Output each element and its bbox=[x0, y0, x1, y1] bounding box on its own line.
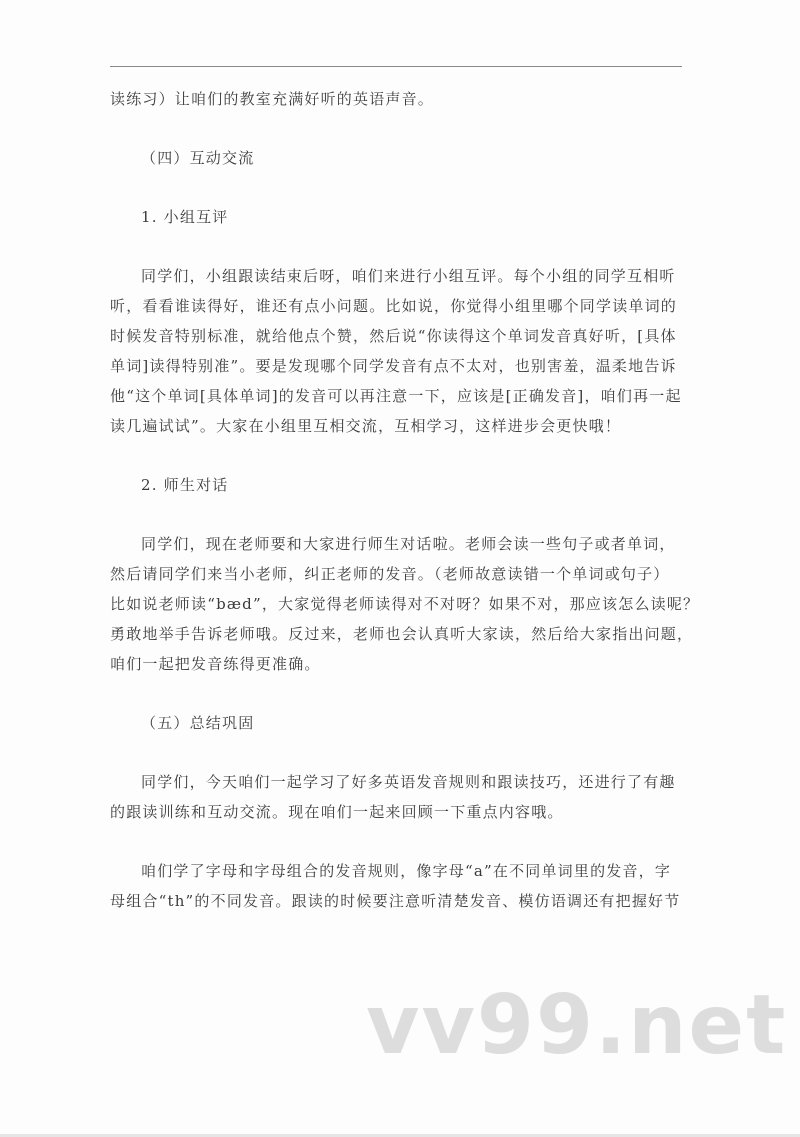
paragraph-line: 读练习）让咱们的教室充满好听的英语声音。 bbox=[110, 90, 435, 108]
section-heading-interaction: （四）互动交流 bbox=[141, 149, 255, 167]
paragraph-line: 母组合“th”的不同发音。跟读的时候要注意听清楚发音、模仿语调还有把握好节 bbox=[110, 892, 681, 910]
subheading-teacher-dialogue: 2. 师生对话 bbox=[141, 476, 229, 494]
paragraph-line: 时候发音特别标准，就给他点个赞，然后说“你读得这个单词发音真好听，[具体 bbox=[110, 327, 677, 345]
paragraph-line: 同学们，小组跟读结束后呀，咱们来进行小组互评。每个小组的同学互相听 bbox=[141, 267, 676, 285]
paragraph-line: 听，看看谁读得好，谁还有点小问题。比如说，你觉得小组里哪个同学读单词的 bbox=[110, 297, 678, 315]
paragraph-group-review bbox=[110, 261, 682, 441]
paragraph-line: 咱们学了字母和字母组合的发音规则，像字母“a”在不同单词里的发音，字 bbox=[141, 862, 672, 880]
paragraph-line: 的跟读训练和互动交流。现在咱们一起来回顾一下重点内容哦。 bbox=[110, 803, 564, 821]
paragraph-teacher-dialogue bbox=[110, 529, 700, 679]
paragraph-line: 读几遍试试”。大家在小组里互相交流，互相学习，这样进步会更快哦！ bbox=[110, 417, 622, 435]
paragraph-summary-rules bbox=[110, 856, 682, 916]
paragraph-line: 他“这个单词[具体单词]的发音可以再注意一下，应该是[正确发音]，咱们再一起 bbox=[110, 387, 682, 405]
subheading-group-review: 1. 小组互评 bbox=[141, 208, 229, 226]
paragraph-line: 同学们，现在老师要和大家进行师生对话啦。老师会读一些句子或者单词， bbox=[141, 535, 676, 553]
paragraph-line: 勇敢地举手告诉老师哦。反过来，老师也会认真听大家读，然后给大家指出问题， bbox=[110, 625, 694, 643]
paragraph-line: 单词]读得特别准”。要是发现哪个同学发音有点不太对，也别害羞，温柔地告诉 bbox=[110, 357, 677, 375]
section-heading-summary: （五）总结巩固 bbox=[141, 714, 255, 732]
paragraph-line: 比如说老师读“bæd”，大家觉得老师读得对不对呀？如果不对，那应该怎么读呢？ bbox=[110, 595, 700, 613]
paragraph-line: 咱们一起把发音练得更准确。 bbox=[110, 655, 321, 673]
document-body bbox=[110, 84, 700, 916]
watermark: vv99.net bbox=[366, 978, 788, 1073]
paragraph-line: 然后请同学们来当小老师，纠正老师的发音。（老师故意读错一个单词或句子） bbox=[110, 565, 670, 583]
paragraph-line: 同学们，今天咱们一起学习了好多英语发音规则和跟读技巧，还进行了有趣 bbox=[141, 773, 676, 791]
header-rule bbox=[110, 66, 682, 67]
paragraph-summary-intro bbox=[110, 767, 682, 827]
